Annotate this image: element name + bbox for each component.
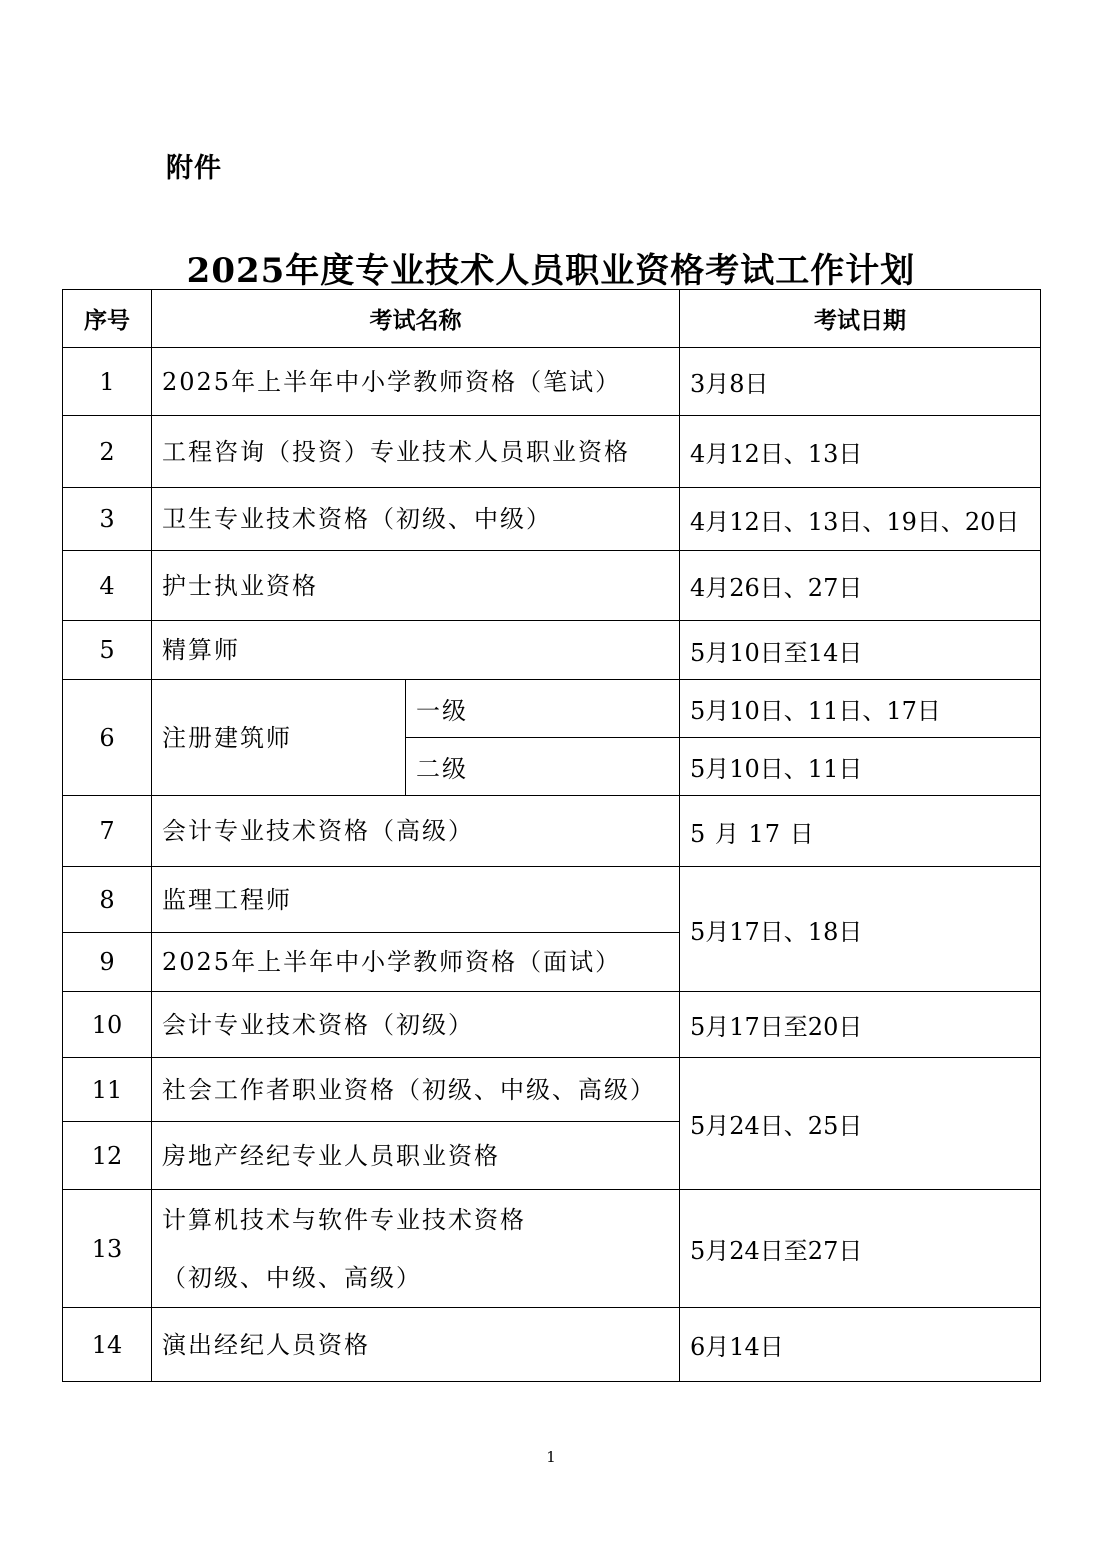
- row-seq: 3: [63, 488, 152, 551]
- row-seq: 6: [63, 680, 152, 796]
- row-exam-date: 5月17日、18日: [680, 867, 1041, 992]
- table-row: [63, 621, 1041, 680]
- row-exam-date: 5 月 17 日: [680, 796, 1041, 867]
- header-seq: 序号: [63, 290, 152, 348]
- row-seq: 13: [63, 1190, 152, 1308]
- row-exam-name: 2025年上半年中小学教师资格（面试）: [152, 933, 680, 992]
- row-exam-level: 一级: [406, 680, 680, 738]
- row-seq: 7: [63, 796, 152, 867]
- row-exam-date: 5月10日、11日: [680, 738, 1041, 796]
- row-exam-name: 社会工作者职业资格（初级、中级、高级）: [152, 1058, 680, 1122]
- row-exam-date: 5月10日、11日、17日: [680, 680, 1041, 738]
- row-seq: 1: [63, 348, 152, 416]
- row-exam-date: 3月8日: [680, 348, 1041, 416]
- row-exam-date: 6月14日: [680, 1308, 1041, 1382]
- row-seq: 12: [63, 1122, 152, 1190]
- row-exam-date: 4月12日、13日、19日、20日: [680, 488, 1041, 551]
- exam-schedule-table: [62, 289, 1041, 1382]
- row-exam-date: 5月17日至20日: [680, 992, 1041, 1058]
- page-number: 1: [546, 1448, 556, 1466]
- table-row: [63, 416, 1041, 488]
- table-row: [63, 992, 1041, 1058]
- table-row: [63, 867, 1041, 933]
- row-exam-name-line1: 计算机技术与软件专业技术资格: [162, 1205, 526, 1234]
- row-seq: 2: [63, 416, 152, 488]
- row-exam-date: 5月24日、25日: [680, 1058, 1041, 1190]
- row-seq: 5: [63, 621, 152, 680]
- row-exam-level: 二级: [406, 738, 680, 796]
- row-seq: 14: [63, 1308, 152, 1382]
- row-exam-name: 卫生专业技术资格（初级、中级）: [152, 488, 680, 551]
- row-exam-name: 房地产经纪专业人员职业资格: [152, 1122, 680, 1190]
- attachment-label: 附件: [166, 153, 222, 184]
- row-exam-name: [152, 1190, 680, 1308]
- row-exam-name-line2: （初级、中级、高级）: [162, 1263, 422, 1292]
- row-exam-name: 演出经纪人员资格: [152, 1308, 680, 1382]
- table-row: [63, 1058, 1041, 1122]
- table-row: [63, 348, 1041, 416]
- table-row: [63, 680, 1041, 738]
- table-row: [63, 796, 1041, 867]
- row-seq: 10: [63, 992, 152, 1058]
- row-exam-date: 5月10日至14日: [680, 621, 1041, 680]
- row-exam-name: 2025年上半年中小学教师资格（笔试）: [152, 348, 680, 416]
- row-exam-date: 4月26日、27日: [680, 551, 1041, 621]
- row-exam-name: 工程咨询（投资）专业技术人员职业资格: [152, 416, 680, 488]
- row-exam-date: 4月12日、13日: [680, 416, 1041, 488]
- table-row: [63, 1308, 1041, 1382]
- header-exam-name: 考试名称: [152, 290, 680, 348]
- row-seq: 4: [63, 551, 152, 621]
- table-header-row: [63, 290, 1041, 348]
- document-title: 2025年度专业技术人员职业资格考试工作计划: [186, 251, 916, 291]
- table-row: [63, 1190, 1041, 1308]
- row-exam-name: 会计专业技术资格（高级）: [152, 796, 680, 867]
- row-exam-date: 5月24日至27日: [680, 1190, 1041, 1308]
- row-seq: 9: [63, 933, 152, 992]
- row-exam-name: 精算师: [152, 621, 680, 680]
- row-exam-name: 监理工程师: [152, 867, 680, 933]
- table-row: [63, 488, 1041, 551]
- row-exam-name: 护士执业资格: [152, 551, 680, 621]
- row-exam-name: 会计专业技术资格（初级）: [152, 992, 680, 1058]
- table-row: [63, 551, 1041, 621]
- row-exam-name: 注册建筑师: [152, 680, 406, 796]
- row-seq: 8: [63, 867, 152, 933]
- header-exam-date: 考试日期: [680, 290, 1041, 348]
- row-seq: 11: [63, 1058, 152, 1122]
